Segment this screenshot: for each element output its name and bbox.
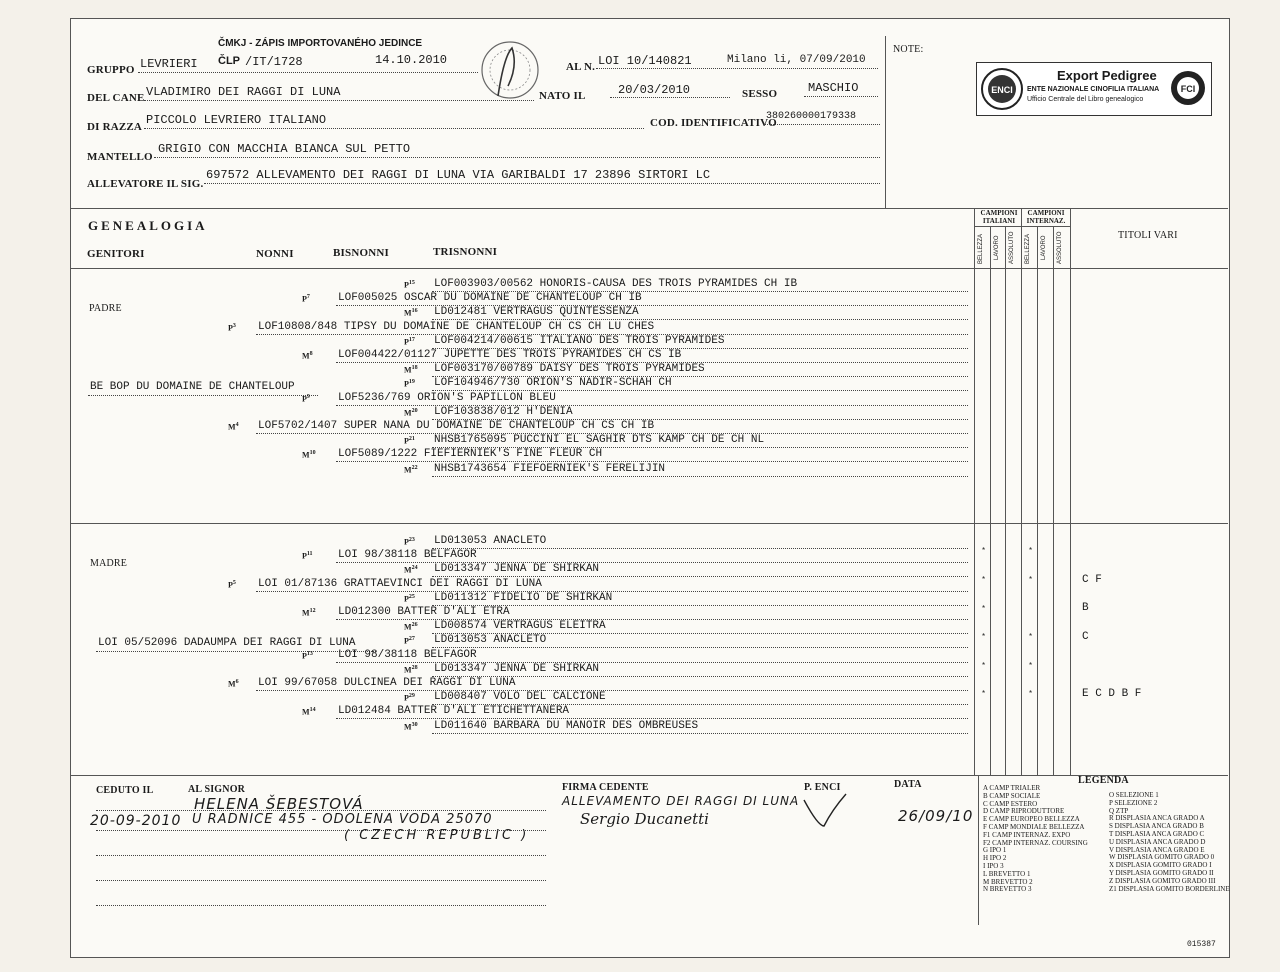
buyer-address: U RADNICE 455 - ODOLENA VODA 25070 xyxy=(192,812,493,827)
header-divider xyxy=(885,36,886,208)
star-bellezza-ita-4: * xyxy=(982,632,986,641)
lineage-tag-number: 25 xyxy=(408,593,415,600)
legend-entry: F2 CAMP INTERNAZ. COURSING xyxy=(983,838,1088,847)
lineage-tag-number: 18 xyxy=(411,365,418,372)
lineage-tag-number: 21 xyxy=(408,436,415,443)
lineage-tag xyxy=(302,551,313,561)
lineage-entry: LOF10808/848 TIPSY DU DOMAINE DE CHANTELOUP CH CS CH LU CHES xyxy=(258,320,655,333)
lineage-tag xyxy=(404,436,415,446)
legend-entry: L BREVETTO 1 xyxy=(983,869,1031,878)
lineage-entry: LD011312 FIDELIO DE SHIRKAN xyxy=(434,591,613,604)
lineage-tag-number: 19 xyxy=(408,379,415,386)
mantello-value: GRIGIO CON MACCHIA BIANCA SUL PETTO xyxy=(158,142,411,156)
legend-entry: D CAMP RIPRODUTTORE xyxy=(983,807,1065,816)
legend-entry: H IPO 2 xyxy=(983,854,1007,863)
lineage-tag-number: 4 xyxy=(235,422,239,428)
lineage-tag xyxy=(404,693,415,703)
legend-entry: Z DISPLASIA GOMITO GRADO III xyxy=(1109,876,1216,885)
al-signor-label: AL SIGNOR xyxy=(188,784,246,795)
lineage-tag-number: 8 xyxy=(309,351,313,357)
star-bellezza-int-6: * xyxy=(1029,689,1033,698)
razza-label: DI RAZZA xyxy=(87,121,143,133)
lineage-tag-number: 16 xyxy=(411,308,418,315)
ceduto-label: CEDUTO IL xyxy=(96,785,154,796)
lineage-tag-number: 11 xyxy=(306,551,313,558)
lineage-tag xyxy=(228,580,236,590)
cod-value: 380260000179338 xyxy=(766,111,857,122)
star-bellezza-ita-1: * xyxy=(982,546,986,555)
legenda-title: LEGENDA xyxy=(1078,775,1129,786)
legend-entry: C CAMP ESTERO xyxy=(983,799,1038,808)
stamp-clp-label: ČLP xyxy=(218,55,240,67)
legend-left-column xyxy=(983,785,1088,894)
sesso-label: SESSO xyxy=(742,88,778,100)
lineage-entry: LD013053 ANACLETO xyxy=(434,535,547,547)
del-cane-value: VLADIMIRO DEI RAGGI DI LUNA xyxy=(146,85,341,99)
legend-entry: S DISPLASIA ANCA GRADO B xyxy=(1109,822,1204,831)
data-label: DATA xyxy=(894,779,922,790)
mantello-label: MANTELLO xyxy=(87,151,153,163)
lineage-tag-number: 22 xyxy=(411,464,418,471)
lineage-tag-letter: M xyxy=(302,608,310,618)
title-batter-etra: B xyxy=(1082,602,1089,614)
lineage-entry: LOF004214/00615 ITALIANO DES TROIS PYRAMIDES xyxy=(434,334,725,347)
title-grattaevinci: C F xyxy=(1082,574,1102,586)
lineage-tag-number: 29 xyxy=(408,693,415,700)
star-bellezza-ita-5: * xyxy=(982,661,986,670)
legend-entry: W DISPLASIA GOMITO GRADO 0 xyxy=(1109,853,1215,862)
legend-entry: V DISPLASIA ANCA GRADO E xyxy=(1109,845,1205,854)
enci-seal-icon xyxy=(980,67,1024,111)
logo-line2: Ufficio Centrale del Libro genealogico xyxy=(1027,96,1144,103)
lineage-entry: LOF5089/1222 FIEFIERNIEK'S FINE FLEUR CH xyxy=(338,448,603,461)
lineage-tag-letter: P xyxy=(404,436,409,446)
star-bellezza-int-4: * xyxy=(1029,632,1033,641)
lineage-tag-letter: M xyxy=(404,408,412,418)
col-nonni: NONNI xyxy=(256,248,294,260)
legend-entry: I IPO 3 xyxy=(983,861,1004,870)
ceduto-date: 20-09-2010 xyxy=(90,813,182,829)
gruppo-label: GRUPPO xyxy=(87,64,135,76)
al-n-value: LOI 10/140821 xyxy=(598,54,692,68)
firma-text: ALLEVAMENTO DEI RAGGI DI LUNA xyxy=(562,794,800,808)
lineage-tag-letter: P xyxy=(404,380,409,390)
cod-label: COD. IDENTIFICATIVO xyxy=(650,117,777,129)
lineage-entry: LOI 01/87136 GRATTAEVINCI DEI RAGGI DI LUNA xyxy=(258,577,542,590)
lineage-tag-number: 26 xyxy=(411,622,418,629)
logo-title: Export Pedigree xyxy=(1057,68,1157,83)
subcol-bellezza-int: BELLEZZA xyxy=(1025,233,1031,264)
round-stamp-icon xyxy=(478,36,542,104)
lineage-tag xyxy=(404,722,418,732)
legend-entry: O SELEZIONE 1 xyxy=(1109,791,1159,799)
lineage-tag-letter: M xyxy=(404,622,412,632)
lineage-tag-letter: P xyxy=(228,580,233,590)
stamp-date: 14.10.2010 xyxy=(375,53,448,67)
lineage-tag-letter: M xyxy=(302,351,310,361)
lineage-tag-number: 12 xyxy=(309,608,316,614)
lineage-entry: LD013053 ANACLETO xyxy=(434,634,547,647)
col-bisnonni: BISNONNI xyxy=(333,247,390,259)
lineage-tag xyxy=(404,379,415,389)
legend-entry: T DISPLASIA ANCA GRADO C xyxy=(1109,829,1205,838)
col-genitori: GENITORI xyxy=(87,248,145,260)
star-bellezza-ita-3: * xyxy=(982,604,986,613)
genealogia-title: GENEALOGIA xyxy=(88,218,208,233)
lineage-entry: LOI 98/38118 BELFAGOR xyxy=(338,648,477,661)
lineage-tag xyxy=(404,465,418,475)
logo-line1: ENTE NAZIONALE CINOFILIA ITALIANA xyxy=(1027,86,1160,93)
star-bellezza-ita-6: * xyxy=(982,689,986,698)
lineage-tag-number: 24 xyxy=(411,565,418,572)
del-cane-label: DEL CANE xyxy=(87,92,145,104)
lineage-tag-number: 3 xyxy=(232,322,236,329)
madre-value: LOI 05/52096 DADAUMPA DEI RAGGI DI LUNA xyxy=(98,637,356,649)
legend-entry: Y DISPLASIA GOMITO GRADO II xyxy=(1109,868,1214,877)
subcol-assoluto-ita: ASSOLUTO xyxy=(1009,231,1015,264)
lineage-tag-number: 6 xyxy=(235,679,239,685)
lineage-tag-letter: M xyxy=(404,365,412,375)
lineage-tag xyxy=(404,594,415,604)
lineage-tag-letter: M xyxy=(404,665,412,675)
lineage-entry: LOI 98/38118 BELFAGOR xyxy=(338,549,477,562)
lineage-tag xyxy=(302,450,316,460)
legend-entry: P SELEZIONE 2 xyxy=(1109,798,1158,807)
lineage-entry: LD011640 BARBARA DU MANOIR DES OMBREUSES xyxy=(434,719,699,732)
subcol-lavoro-int: LAVORO xyxy=(1041,235,1047,260)
madre-label: MADRE xyxy=(90,558,128,569)
lineage-entry: LOF003903/00562 HONORIS-CAUSA DES TROIS PYRAMIDES CH IB xyxy=(434,278,798,290)
legend-entry: Z1 DISPLASIA GOMITO BORDERLINE xyxy=(1109,884,1230,893)
star-bellezza-int-2: * xyxy=(1029,575,1033,584)
lineage-tag-number: 15 xyxy=(408,280,415,286)
stamp-cmkj: ČMKJ - ZÁPIS IMPORTOVANÉHO JEDINCE xyxy=(218,38,423,49)
lineage-tag-number: 9 xyxy=(306,393,310,400)
lineage-tag xyxy=(302,608,316,618)
lineage-entry: LOF003170/00789 DAISY DES TROIS PYRAMIDES xyxy=(434,363,705,376)
lineage-tag xyxy=(302,351,313,361)
lineage-entry: LD008574 VERTRAGUS ELEITRA xyxy=(434,620,606,633)
gruppo-value: LEVRIERI xyxy=(140,57,198,71)
buyer-country: ( CZECH REPUBLIC ) xyxy=(344,828,530,843)
legend-entry: B CAMP SOCIALE xyxy=(983,791,1041,800)
lineage-tag-letter: P xyxy=(302,294,307,304)
firma-label: FIRMA CEDENTE xyxy=(562,782,649,793)
titoli-vari-header: TITOLI VARI xyxy=(1118,230,1178,241)
lineage-tag xyxy=(404,636,415,646)
lineage-tag-number: 14 xyxy=(309,707,316,714)
lineage-entry: LOF5702/1407 SUPER NANA DU DOMAINE DE CHANTELOUP CH CS CH IB xyxy=(258,420,655,432)
lineage-tag xyxy=(302,394,310,404)
lineage-tag-number: 23 xyxy=(408,537,415,543)
lineage-tag-letter: M xyxy=(404,566,412,576)
legend-entry: U DISPLASIA ANCA GRADO D xyxy=(1109,837,1206,846)
lineage-tag-letter: P xyxy=(404,280,409,290)
nato-value: 20/03/2010 xyxy=(618,83,691,97)
lineage-tag-number: 13 xyxy=(306,650,313,657)
razza-value: PICCOLO LEVRIERO ITALIANO xyxy=(146,113,327,127)
lineage-tag xyxy=(404,565,418,575)
enci-mark-text: ENCI xyxy=(991,85,1013,95)
stamp-clp-value: /IT/1728 xyxy=(245,55,303,69)
place-date: Milano li, 07/09/2010 xyxy=(727,54,866,66)
lineage-entry: LOF004422/01127 JUPETTE DES TROIS PYRAMIDES CH CS IB xyxy=(338,349,682,361)
fci-mark-text: FCI xyxy=(1180,84,1196,94)
lineage-tag-number: 7 xyxy=(306,294,310,301)
legend-entry: N BREVETTO 3 xyxy=(983,885,1032,894)
lineage-tag xyxy=(404,308,418,318)
lineage-tag-number: 10 xyxy=(309,450,316,457)
lineage-tag xyxy=(228,679,239,689)
sesso-value: MASCHIO xyxy=(808,81,859,95)
lineage-tag xyxy=(302,651,313,661)
lineage-tag-letter: P xyxy=(404,337,409,347)
lineage-entry: LD012481 VERTRAGUS QUINTESSENZA xyxy=(434,306,639,319)
lineage-tag-letter: P xyxy=(302,394,307,404)
lineage-tag-letter: M xyxy=(228,422,236,432)
export-pedigree-logo xyxy=(976,62,1212,116)
lineage-tag-letter: M xyxy=(404,722,412,732)
lineage-tag-letter: M xyxy=(302,451,310,461)
lineage-tag xyxy=(404,365,418,375)
lineage-tag xyxy=(404,665,418,675)
signature-check-icon xyxy=(800,790,850,830)
padre-label: PADRE xyxy=(89,303,122,314)
lineage-entry: LOF5236/769 ORION'S PAPILLON BLEU xyxy=(338,391,556,404)
campioni-ita-header: CAMPIONI ITALIANI xyxy=(980,209,1018,225)
legend-entry: M BREVETTO 2 xyxy=(983,877,1033,886)
lineage-entry: LOI 99/67058 DULCINEA DEI RAGGI DI LUNA xyxy=(258,677,516,689)
fci-seal-icon xyxy=(1169,69,1207,107)
lineage-tag-letter: P xyxy=(404,637,409,647)
lineage-tag xyxy=(404,622,418,632)
lineage-tag xyxy=(228,323,236,333)
lineage-tag-letter: M xyxy=(228,679,236,689)
lineage-tag-letter: P xyxy=(404,693,409,703)
data-value: 26/09/10 xyxy=(898,807,974,825)
padre-value: BE BOP DU DOMAINE DE CHANTELOUP xyxy=(90,381,295,393)
lineage-tag xyxy=(228,422,239,432)
lineage-tag xyxy=(302,707,316,717)
lineage-tag-letter: P xyxy=(302,651,307,661)
lineage-tag-letter: M xyxy=(404,465,412,475)
lineage-entry: LD013347 JENNA DE SHIRKAN xyxy=(434,563,600,576)
lineage-tag-number: 20 xyxy=(411,407,418,414)
lineage-tag-letter: M xyxy=(404,309,412,319)
legend-entry: X DISPLASIA GOMITO GRADO I xyxy=(1109,861,1212,870)
star-bellezza-ita-2: * xyxy=(982,575,986,584)
lineage-tag xyxy=(404,408,418,418)
allevatore-value: 697572 ALLEVAMENTO DEI RAGGI DI LUNA VIA GARIBALDI 17 23896 SIRTORI LC xyxy=(206,168,711,182)
lineage-tag xyxy=(302,294,310,304)
col-trisnonni: TRISNONNI xyxy=(433,246,498,258)
firma-signature: Sergio Ducanetti xyxy=(580,810,709,828)
lineage-tag xyxy=(404,280,415,290)
legend-entry: F CAMP MONDIALE BELLEZZA xyxy=(983,822,1085,831)
title-dulcinea: E C D B F xyxy=(1082,688,1142,700)
lineage-entry: LOF104946/730 ORION'S NADIR-SCHAH CH xyxy=(434,377,672,390)
allevatore-label: ALLEVATORE IL SIG. xyxy=(87,178,204,190)
legend-entry: Q ZTP xyxy=(1109,806,1129,815)
title-dadaumpa: C xyxy=(1082,631,1089,643)
lineage-tag-letter: M xyxy=(302,708,310,718)
legend-entry: A CAMP TRIALER xyxy=(983,784,1041,792)
nato-label: NATO IL xyxy=(539,90,586,102)
lineage-entry: LOF103838/012 H'DENIA xyxy=(434,405,573,418)
buyer-name: HELENA ŠEBESTOVÁ xyxy=(194,795,364,813)
lineage-tag-number: 5 xyxy=(232,579,236,586)
lineage-entry: LD013347 JENNA DE SHIRKAN xyxy=(434,662,600,675)
star-bellezza-int-1: * xyxy=(1029,546,1033,555)
lineage-entry: LOF005025 OSCAR DU DOMAINE DE CHANTELOUP CH IB xyxy=(338,292,642,305)
lineage-tag-letter: P xyxy=(404,594,409,604)
lineage-entry: LD008407 VOLO DEL CALCIONE xyxy=(434,691,606,704)
legend-entry: R DISPLASIA ANCA GRADO A xyxy=(1109,814,1205,823)
lineage-tag-number: 17 xyxy=(408,336,415,343)
subcol-lavoro-ita: LAVORO xyxy=(994,235,1000,260)
lineage-tag xyxy=(404,537,415,547)
p-enci-label: P. ENCI xyxy=(804,782,841,793)
lineage-tag xyxy=(404,337,415,347)
lineage-tag-letter: P xyxy=(228,323,233,333)
legend-entry: G IPO 1 xyxy=(983,846,1007,855)
lineage-tag-number: 28 xyxy=(411,664,418,671)
lineage-tag-number: 27 xyxy=(408,636,415,643)
lineage-entry: LD012300 BATTER D'ALI ETRA xyxy=(338,606,510,618)
note-label: NOTE: xyxy=(893,44,924,55)
lineage-entry: NHSB1765095 PUCCINI EL SAGHIR DTS KAMP CH DE CH NL xyxy=(434,434,765,447)
lineage-tag-letter: P xyxy=(302,551,307,561)
subcol-assoluto-int: ASSOLUTO xyxy=(1057,231,1063,264)
legend-entry: F1 CAMP INTERNAZ. EXPO xyxy=(983,830,1071,839)
lineage-entry: LD012484 BATTER D'ALI ETICHETTANERA xyxy=(338,705,570,718)
subcol-bellezza-ita: BELLEZZA xyxy=(978,233,984,264)
star-bellezza-int-5: * xyxy=(1029,661,1033,670)
legend-entry: E CAMP EUROPEO BELLEZZA xyxy=(983,815,1080,824)
lineage-entry: NHSB1743654 FIEFOERNIEK'S FERELIJIN xyxy=(434,462,666,475)
campioni-int-header: CAMPIONI INTERNAZ. xyxy=(1026,209,1066,225)
lineage-tag-letter: P xyxy=(404,537,409,547)
legend-right-column xyxy=(1109,792,1230,893)
serial-number: 015387 xyxy=(1187,940,1216,949)
lineage-tag-number: 30 xyxy=(411,721,418,728)
al-n-label: AL N. xyxy=(566,61,596,73)
